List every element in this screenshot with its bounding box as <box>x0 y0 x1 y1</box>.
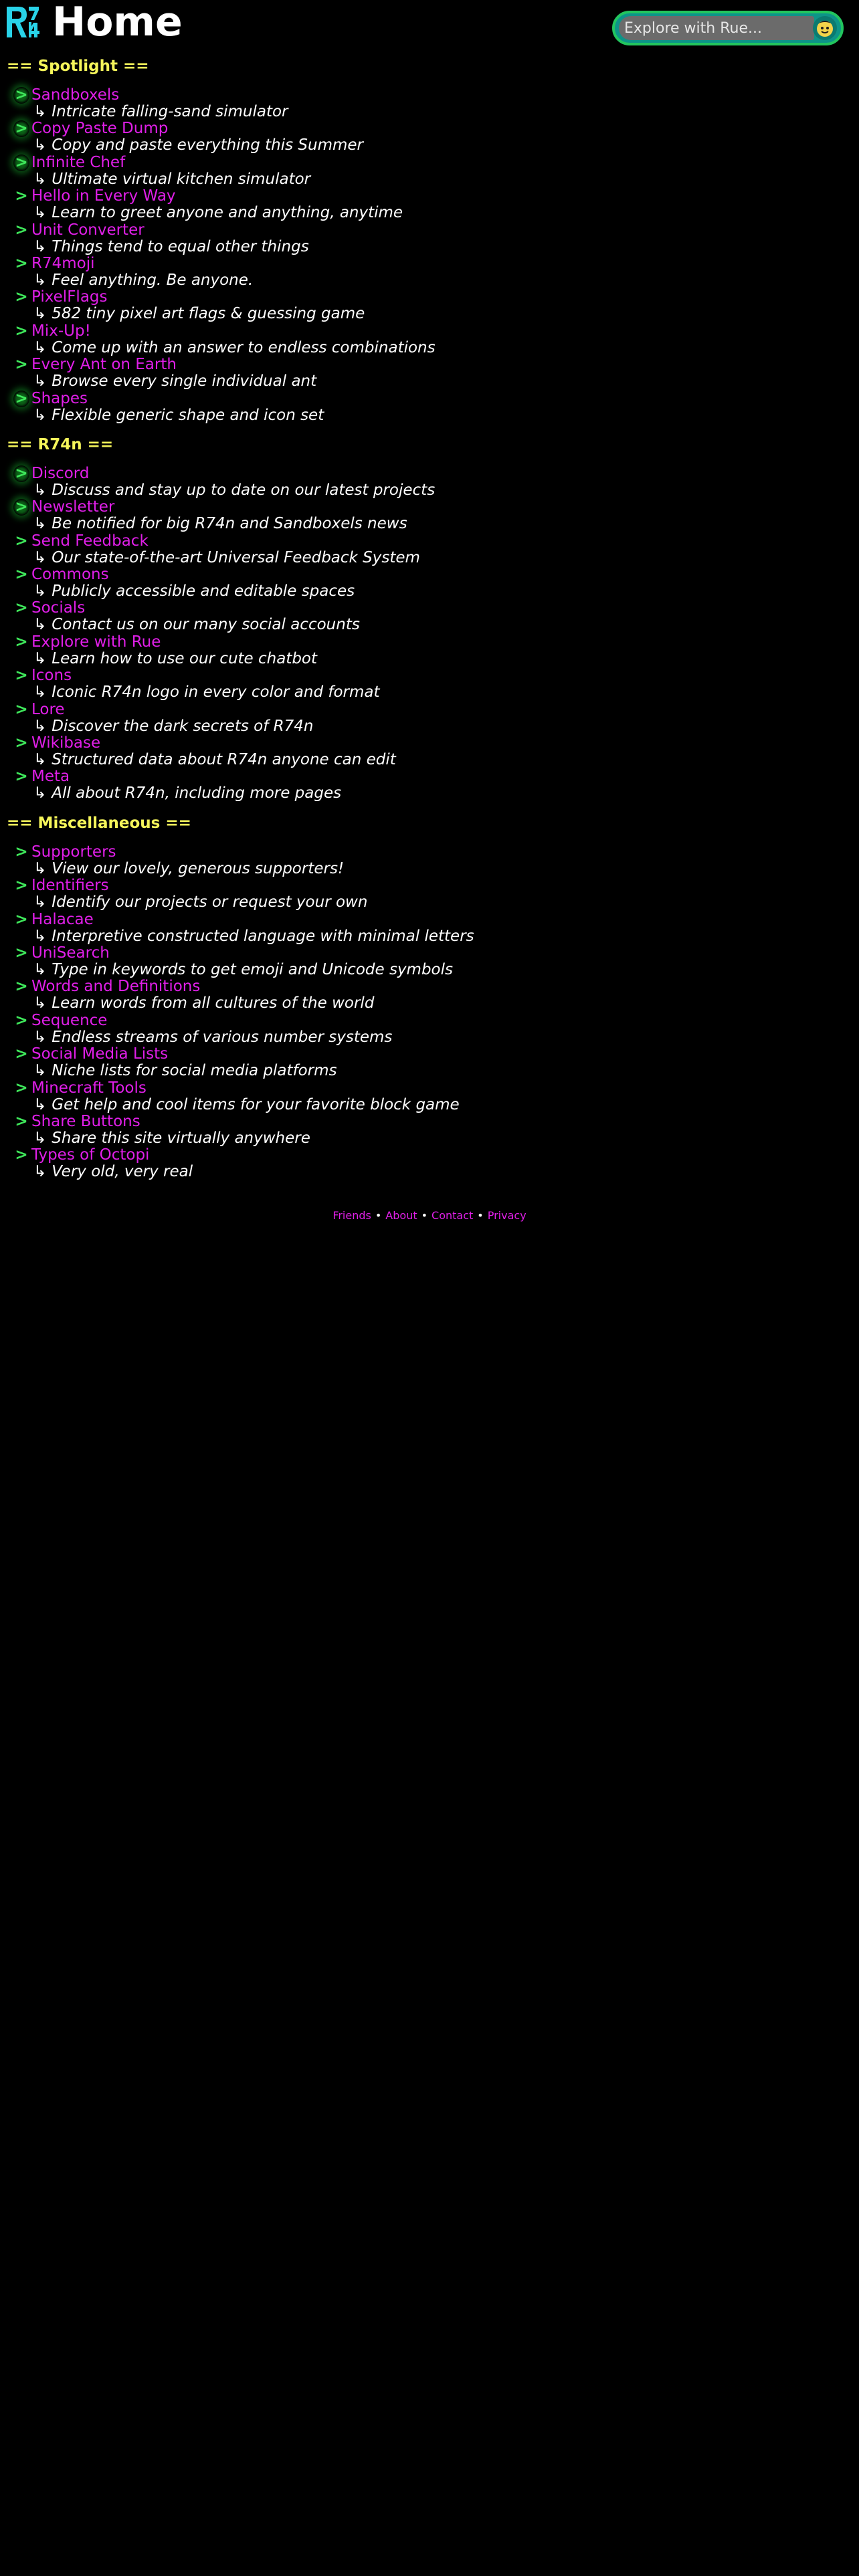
arrow-icon: > <box>15 978 28 996</box>
arrow-icon: > <box>15 877 28 895</box>
list-item <box>7 222 852 255</box>
arrow-icon: > <box>15 700 28 718</box>
arrow-icon: > <box>15 221 28 239</box>
item-link[interactable]: Commons <box>31 566 109 584</box>
item-link[interactable]: Discord <box>31 464 90 482</box>
return-arrow-icon: ↳ <box>33 548 47 566</box>
arrow-icon: > <box>13 154 29 171</box>
footer-separator: • <box>421 1209 428 1222</box>
item-description: Discuss and stay up to date on our latest projects <box>52 481 436 499</box>
list-item <box>7 391 852 424</box>
return-arrow-icon: ↳ <box>33 859 47 877</box>
search-bar <box>612 11 844 45</box>
item-description: Type in keywords to get emoji and Unicode symbols <box>52 960 453 978</box>
item-description: Feel anything. Be anyone. <box>52 271 254 289</box>
item-link[interactable]: Shapes <box>31 389 88 407</box>
list-item <box>7 634 852 667</box>
item-link[interactable]: Sequence <box>31 1011 108 1029</box>
list-item <box>7 533 852 566</box>
section-heading: == Spotlight == <box>7 58 149 75</box>
item-link[interactable]: Meta <box>31 768 70 786</box>
section-heading: == Miscellaneous == <box>7 814 191 832</box>
item-description: Identify our projects or request your own <box>52 893 368 911</box>
list-item <box>7 255 852 289</box>
return-arrow-icon: ↳ <box>33 515 47 533</box>
item-link[interactable]: R74moji <box>31 254 95 272</box>
item-description: Be notified for big R74n and Sandboxels news <box>52 515 407 533</box>
list-item <box>7 735 852 768</box>
item-link[interactable]: Newsletter <box>31 498 115 516</box>
item-link[interactable]: Hello in Every Way <box>31 187 176 205</box>
return-arrow-icon: ↳ <box>33 649 47 667</box>
item-link[interactable]: Send Feedback <box>31 532 149 550</box>
return-arrow-icon: ↳ <box>33 406 47 424</box>
section-heading: == R74n == <box>7 435 114 453</box>
arrow-icon: > <box>15 356 28 374</box>
arrow-icon: > <box>15 667 28 685</box>
list-item <box>7 978 852 1012</box>
item-link[interactable]: Halacae <box>31 910 94 928</box>
return-arrow-icon: ↳ <box>33 1028 47 1046</box>
list-item <box>7 667 852 701</box>
item-link[interactable]: PixelFlags <box>31 288 108 306</box>
arrow-icon: > <box>13 120 29 137</box>
item-description: Our state-of-the-art Universal Feedback System <box>52 548 420 566</box>
return-arrow-icon: ↳ <box>33 372 47 391</box>
item-link[interactable]: Explore with Rue <box>31 633 161 651</box>
item-description: Learn words from all cultures of the world <box>52 994 375 1012</box>
item-link[interactable]: Wikibase <box>31 734 101 752</box>
item-link[interactable]: Share Buttons <box>31 1112 140 1130</box>
item-link[interactable]: Mix-Up! <box>31 322 91 340</box>
item-description: Learn how to use our cute chatbot <box>52 649 318 667</box>
arrow-icon: > <box>15 734 28 752</box>
rue-face-icon <box>815 18 835 38</box>
arrow-icon: > <box>13 391 29 407</box>
return-arrow-icon: ↳ <box>33 481 47 499</box>
list-item <box>7 499 852 532</box>
list-item <box>7 768 852 802</box>
page-title: Home <box>52 0 183 45</box>
arrow-icon: > <box>15 254 28 272</box>
item-description: Endless streams of various number systems <box>52 1028 393 1046</box>
item-link[interactable]: Minecraft Tools <box>31 1079 147 1097</box>
return-arrow-icon: ↳ <box>33 751 47 769</box>
return-arrow-icon: ↳ <box>33 170 47 188</box>
list-item <box>7 188 852 221</box>
item-link[interactable]: Sandboxels <box>31 86 120 104</box>
item-description: View our lovely, generous supporters! <box>52 859 345 877</box>
return-arrow-icon: ↳ <box>33 994 47 1012</box>
item-link[interactable]: Identifiers <box>31 877 109 895</box>
rue-chatbot-button[interactable] <box>813 16 837 40</box>
list-item <box>7 120 852 154</box>
section <box>7 812 852 1181</box>
arrow-icon: > <box>15 1079 28 1097</box>
item-description: Get help and cool items for your favorite block game <box>52 1095 460 1113</box>
list-item <box>7 945 852 978</box>
return-arrow-icon: ↳ <box>33 237 47 255</box>
arrow-icon: > <box>15 633 28 651</box>
return-arrow-icon: ↳ <box>33 893 47 911</box>
arrow-icon: > <box>15 288 28 306</box>
page-header <box>0 0 859 53</box>
item-description: Share this site virtually anywhere <box>52 1129 310 1147</box>
item-description: Niche lists for social media platforms <box>52 1062 337 1080</box>
item-description: Learn to greet anyone and anything, anytime <box>52 204 403 222</box>
list-item <box>7 1113 852 1147</box>
return-arrow-icon: ↳ <box>33 1062 47 1080</box>
return-arrow-icon: ↳ <box>33 927 47 945</box>
footer-separator: • <box>375 1209 382 1222</box>
list-item <box>7 323 852 356</box>
r74n-logo-icon[interactable] <box>5 5 40 39</box>
list-item <box>7 911 852 945</box>
item-description: Ultimate virtual kitchen simulator <box>52 170 311 188</box>
footer-link-about[interactable]: About <box>385 1209 417 1222</box>
item-description: Contact us on our many social accounts <box>52 616 360 634</box>
item-link[interactable]: Infinite Chef <box>31 153 126 171</box>
arrow-icon: > <box>15 1011 28 1029</box>
list-item <box>7 600 852 633</box>
footer <box>0 1208 859 1223</box>
item-description: Discover the dark secrets of R74n <box>52 717 314 735</box>
arrow-icon: > <box>15 599 28 617</box>
item-link[interactable]: Social Media Lists <box>31 1045 169 1063</box>
item-description: Very old, very real <box>52 1163 193 1181</box>
list-item <box>7 1046 852 1079</box>
item-description: Browse every single individual ant <box>52 372 317 391</box>
item-description: Things tend to equal other things <box>52 237 309 255</box>
return-arrow-icon: ↳ <box>33 1129 47 1147</box>
return-arrow-icon: ↳ <box>33 683 47 702</box>
item-description: Interpretive constructed language with minimal letters <box>52 927 474 945</box>
list-item <box>7 154 852 188</box>
return-arrow-icon: ↳ <box>33 271 47 289</box>
item-link[interactable]: Lore <box>31 700 65 718</box>
arrow-icon: > <box>15 944 28 962</box>
arrow-icon: > <box>15 322 28 340</box>
return-arrow-icon: ↳ <box>33 784 47 802</box>
item-description: Structured data about R74n anyone can edit <box>52 751 396 769</box>
return-arrow-icon: ↳ <box>33 960 47 978</box>
item-link[interactable]: Unit Converter <box>31 221 145 239</box>
arrow-icon: > <box>15 1045 28 1063</box>
item-link[interactable]: Words and Definitions <box>31 978 201 996</box>
item-link[interactable]: UniSearch <box>31 944 110 962</box>
arrow-icon: > <box>15 187 28 205</box>
section <box>7 55 852 424</box>
item-link[interactable]: Types of Octopi <box>31 1146 150 1164</box>
arrow-icon: > <box>15 768 28 786</box>
return-arrow-icon: ↳ <box>33 103 47 120</box>
item-description: Come up with an answer to endless combinations <box>52 338 436 356</box>
footer-link-privacy[interactable]: Privacy <box>487 1209 527 1222</box>
arrow-icon: > <box>15 843 28 861</box>
search-input[interactable] <box>619 16 814 40</box>
return-arrow-icon: ↳ <box>33 204 47 222</box>
item-description: 582 tiny pixel art flags & guessing game <box>52 305 365 323</box>
item-description: Flexible generic shape and icon set <box>52 406 324 424</box>
return-arrow-icon: ↳ <box>33 338 47 356</box>
item-link[interactable]: Supporters <box>31 843 116 861</box>
list-item <box>7 465 852 499</box>
arrow-icon: > <box>15 566 28 584</box>
footer-link-contact[interactable]: Contact <box>432 1209 474 1222</box>
arrow-icon: > <box>15 1112 28 1130</box>
item-link[interactable]: Copy Paste Dump <box>31 120 169 138</box>
item-description: Intricate falling-sand simulator <box>52 103 288 120</box>
return-arrow-icon: ↳ <box>33 305 47 323</box>
arrow-icon: > <box>15 532 28 550</box>
list-item <box>7 356 852 390</box>
arrow-icon: > <box>13 499 29 516</box>
item-link[interactable]: Every Ant on Earth <box>31 356 177 374</box>
list-item <box>7 566 852 600</box>
item-description: Iconic R74n logo in every color and format <box>52 683 380 702</box>
item-description: Copy and paste everything this Summer <box>52 136 363 154</box>
return-arrow-icon: ↳ <box>33 1095 47 1113</box>
section <box>7 433 852 802</box>
list-item <box>7 1147 852 1180</box>
list-item <box>7 1080 852 1113</box>
arrow-icon: > <box>15 1146 28 1164</box>
item-description: Publicly accessible and editable spaces <box>52 582 355 601</box>
list-item <box>7 844 852 877</box>
return-arrow-icon: ↳ <box>33 1163 47 1181</box>
return-arrow-icon: ↳ <box>33 136 47 154</box>
return-arrow-icon: ↳ <box>33 616 47 634</box>
arrow-icon: > <box>13 465 29 482</box>
item-link[interactable]: Socials <box>31 599 86 617</box>
page-content <box>7 55 852 1190</box>
footer-separator: • <box>477 1209 484 1222</box>
arrow-icon: > <box>15 910 28 928</box>
return-arrow-icon: ↳ <box>33 582 47 601</box>
list-item <box>7 877 852 911</box>
list-item <box>7 1012 852 1046</box>
list-item <box>7 87 852 120</box>
item-description: All about R74n, including more pages <box>52 784 342 802</box>
return-arrow-icon: ↳ <box>33 717 47 735</box>
footer-link-friends[interactable]: Friends <box>332 1209 371 1222</box>
item-link[interactable]: Icons <box>31 667 72 685</box>
list-item <box>7 702 852 735</box>
arrow-icon: > <box>13 87 29 104</box>
list-item <box>7 289 852 322</box>
